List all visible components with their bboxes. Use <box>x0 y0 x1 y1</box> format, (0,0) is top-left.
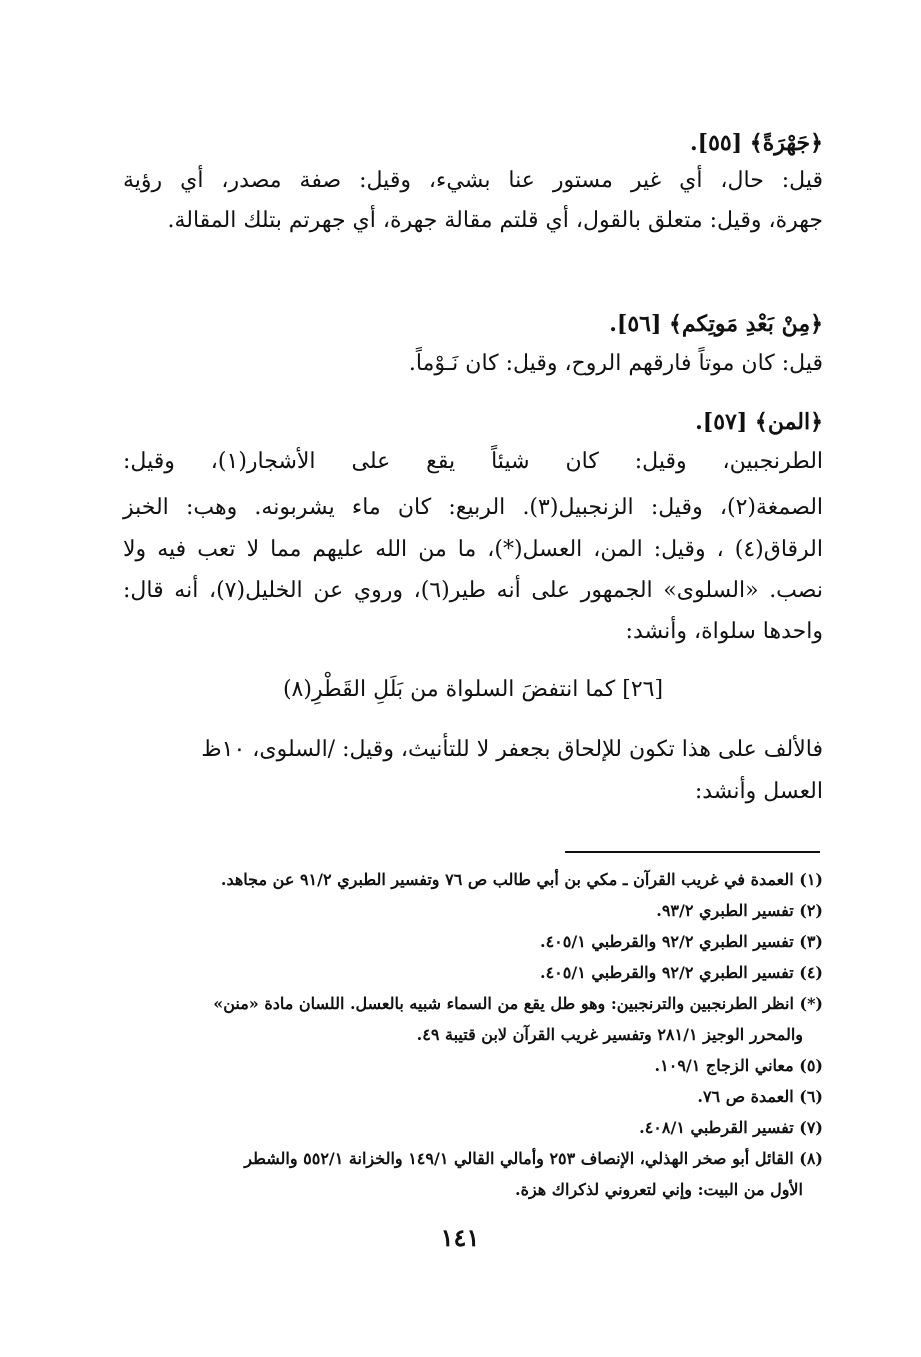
entry-text-line: نصب. «السلوى» الجمهور على أنه طير(٦)، وروي عن الخليل(٧)، أنه قال: <box>123 578 823 603</box>
entry-text-line: قيل: حال، أي غير مستور عنا بشيء، وقيل: صفة مصدر، أي رؤية <box>123 168 823 193</box>
entry-text-line: الطرنجبين، وقيل: كان شيئاً يقع على الأشجار(١)، وقيل: <box>123 449 824 474</box>
page-number: ١٤١ <box>440 1223 480 1252</box>
footnote: (*) انظر الطرنجبين والترنجبين: وهو طل يقع من السماء شبيه بالعسل. اللسان مادة «منن» <box>213 994 823 1013</box>
entry-heading-56: ﴿مِنْ بَعْدِ مَوتِكم﴾ [٥٦]. <box>609 311 823 337</box>
entry-text-line: قيل: كان موتاً فارقهم الروح، وقيل: كان نَـوْماً. <box>408 351 823 376</box>
footnote: (٨) القائل أبو صخر الهذلي، الإنصاف ٢٥٣ وأمالي القالي ١٤٩/١ والخزانة ٥٥٢/١ والشطر <box>244 1149 823 1168</box>
body-text-line: العسل وأنشد: <box>694 779 823 804</box>
entry-heading-55: ﴿جَهْرَةً﴾ [٥٥]. <box>690 130 823 156</box>
footnote: (١) العمدة في غريب القرآن ـ مكي بن أبي طالب ص ٧٦ وتفسير الطبري ٩١/٢ عن مجاهد. <box>220 870 823 889</box>
footnote-continuation: والمحرر الوجيز ٢٨١/١ وتفسير غريب القرآن لابن قتيبة ٤٩. <box>416 1025 803 1044</box>
footnote: (٤) تفسير الطبري ٩٢/٢ والقرطبي ٤٠٥/١. <box>540 963 823 982</box>
footnote: (٦) العمدة ص ٧٦. <box>697 1087 823 1106</box>
entry-text-line: الصمغة(٢)، وقيل: الزنجبيل(٣). الربيع: كان ماء يشربونه. وهب: الخبز <box>123 495 824 520</box>
footnote: (٢) تفسير الطبري ٩٣/٢. <box>656 901 823 920</box>
entry-text-line: الرقاق(٤) ، وقيل: المن، العسل(*)، ما من الله عليهم مما لا تعب فيه ولا <box>123 537 823 562</box>
footnote-separator <box>565 851 820 853</box>
entry-text-line: واحدها سلواة، وأنشد: <box>625 619 823 644</box>
footnote: (٥) معاني الزجاج ١٠٩/١. <box>654 1056 823 1075</box>
entry-text-line: جهرة، وقيل: متعلق بالقول، أي قلتم مقالة جهرة، أي جهرتم بتلك المقالة. <box>167 208 823 233</box>
footnote: (٣) تفسير الطبري ٩٢/٢ والقرطبي ٤٠٥/١. <box>540 932 823 951</box>
footnote-continuation: الأول من البيت: وإني لتعروني لذكراك هزة. <box>515 1180 803 1199</box>
footnote: (٧) تفسير القرطبي ٤٠٨/١. <box>639 1118 823 1137</box>
entry-heading-57: ﴿المن﴾ [٥٧]. <box>695 409 823 435</box>
verse-line: [٢٦] كما انتفضَ السلواة من بَلَلِ القَطْرِ(٨) <box>282 677 664 702</box>
body-text-line: فالألف على هذا تكون للإلحاق بجعفر لا للتأنيث، وقيل: /السلوى، ١٠ظ <box>201 737 823 762</box>
